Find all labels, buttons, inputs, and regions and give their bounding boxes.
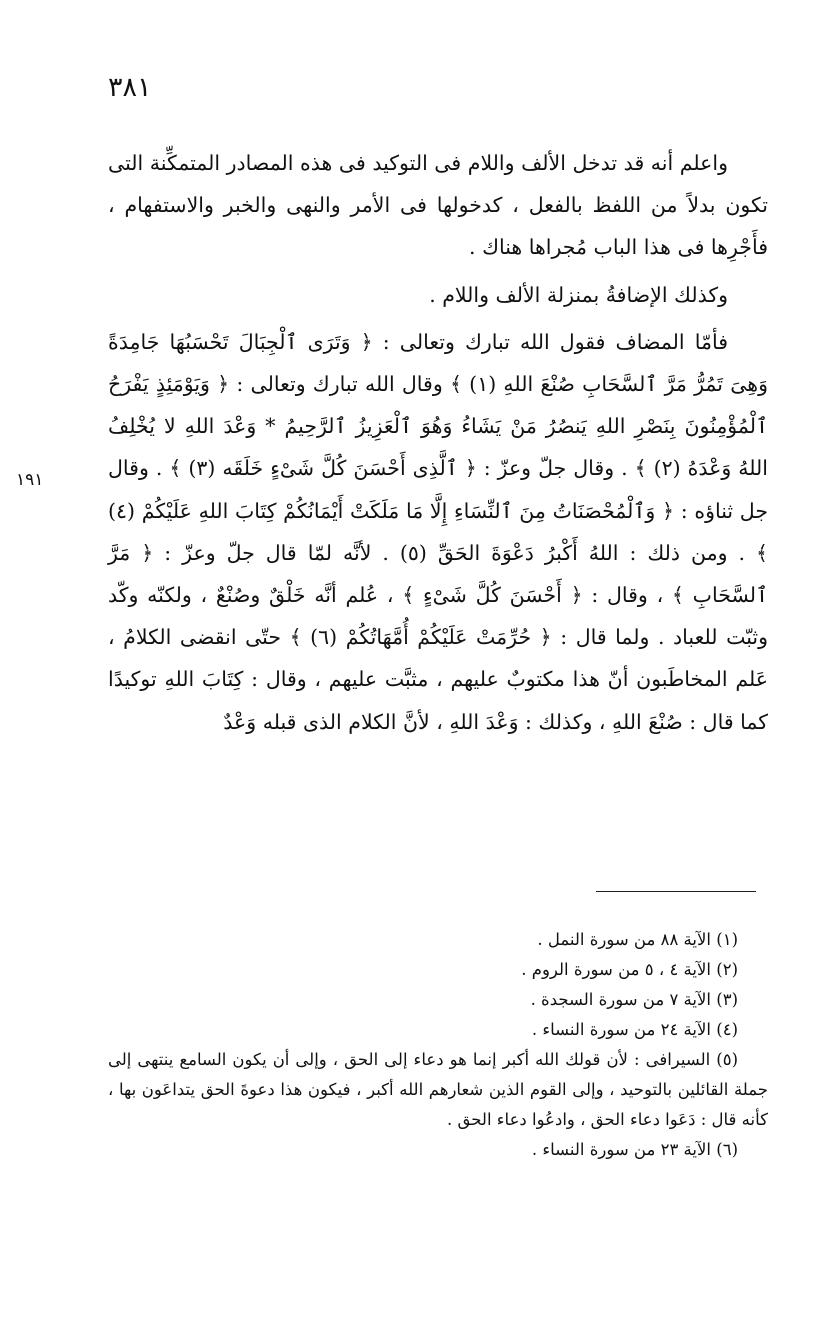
footnote: (٥) السيرافى : لأن قولك الله أكبر إنما هو دعاء إلى الحق ، وإلى أن يكون السامع ينتهى إلى جملة القائلين بالتوحيد ، وإلى القوم الذين شعارهم الله أكبر ، فيكون هذا دعوةَ الحق يتداعَون بها ، كأنه قال : دَعَوا دعاء الحق ، وادعُوا دعاء الحق . (108, 1050, 768, 1129)
margin-page-reference: ١٩١ (16, 470, 44, 490)
footnote: (٤) الآية ٢٤ من سورة النساء . (531, 1020, 738, 1039)
footnote: (٣) الآية ٧ من سورة السجدة . (530, 990, 738, 1009)
page-number: ٣٨١ (108, 72, 152, 103)
footnotes (108, 925, 768, 1165)
footnote: (٢) الآية ٤ ، ٥ من سورة الروم . (521, 960, 738, 979)
paragraph: وكذلك الإضافةُ بمنزلة الألف واللام . (429, 282, 728, 307)
footnote-divider (596, 891, 756, 892)
paragraph: واعلم أنه قد تدخل الألف واللام فى التوكيد فى هذه المصادر المتمكِّنة التى تكون بدلاً من اللفظ بالفعل ، كدخولها فى الأمر والنهى والخبر والاستفهام ، فأَجْرِها فى هذا الباب مُجراها هناك . (108, 151, 768, 260)
main-text (108, 142, 768, 743)
paragraph: فأمّا المضاف فقول الله تبارك وتعالى : ﴿ وَتَرَى ٱلْجِبَالَ تَحْسَبُهَا جَامِدَةً وَهِىَ تَمُرُّ مَرَّ ٱلسَّحَابِ صُنْعَ اللهِ (١) ﴾ وقال الله تبارك وتعالى : ﴿ وَيَوْمَئِذٍ يَفْرَحُ ٱلْمُؤْمِنُونَ بِنَصْرِ اللهِ يَنصُرُ مَنْ يَشَاءُ وَهُوَ ٱلْعَزِيزُ ٱلرَّحِيمُ * وَعْدَ اللهِ لا يُخْلِفُ اللهُ وَعْدَهُ (٢) ﴾ . وقال جلّ وعزّ : ﴿ ٱلَّذِى أَحْسَنَ كُلَّ شَىْءٍ خَلَقَه (٣) ﴾ . وقال جل ثناؤه : ﴿ وَٱلْمُحْصَنَاتُ مِنَ ٱلنِّسَاءِ إِلَّا مَا مَلَكَتْ أَيْمَانُكُمْ كِتَابَ اللهِ عَلَيْكُمْ (٤) ﴾ . ومن ذلك : اللهُ أَكْبرُ دَعْوَةَ الحَقِّ (٥) . لأنَّه لمّا قال جلّ وعزّ : ﴿ مَرَّ ٱلسَّحَابِ ﴾ ، وقال : ﴿ أَحْسَنَ كُلَّ شَىْءٍ ﴾ ، عُلم أنَّه خَلْقٌ وصُنْعٌ ، ولكنّه وكّد وثبّت للعباد . ولما قال : ﴿ حُرِّمَتْ عَلَيْكُمْ أُمَّهَاتُكُمْ (٦) ﴾ حتّى انقضى الكلامُ ، عَلم المخاطَبون أنّ هذا مكتوبٌ عليهم ، مثبَّت عليهم ، وقال : كِتَابَ اللهِ توكيدًا كما قال : صُنْعَ اللهِ ، وكذلك : وَعْدَ اللهِ ، لأنَّ الكلام الذى قبله وَعْدٌ (108, 329, 769, 734)
footnote: (٦) الآية ٢٣ من سورة النساء . (531, 1140, 738, 1159)
footnote: (١) الآية ٨٨ من سورة النمل . (537, 930, 738, 949)
